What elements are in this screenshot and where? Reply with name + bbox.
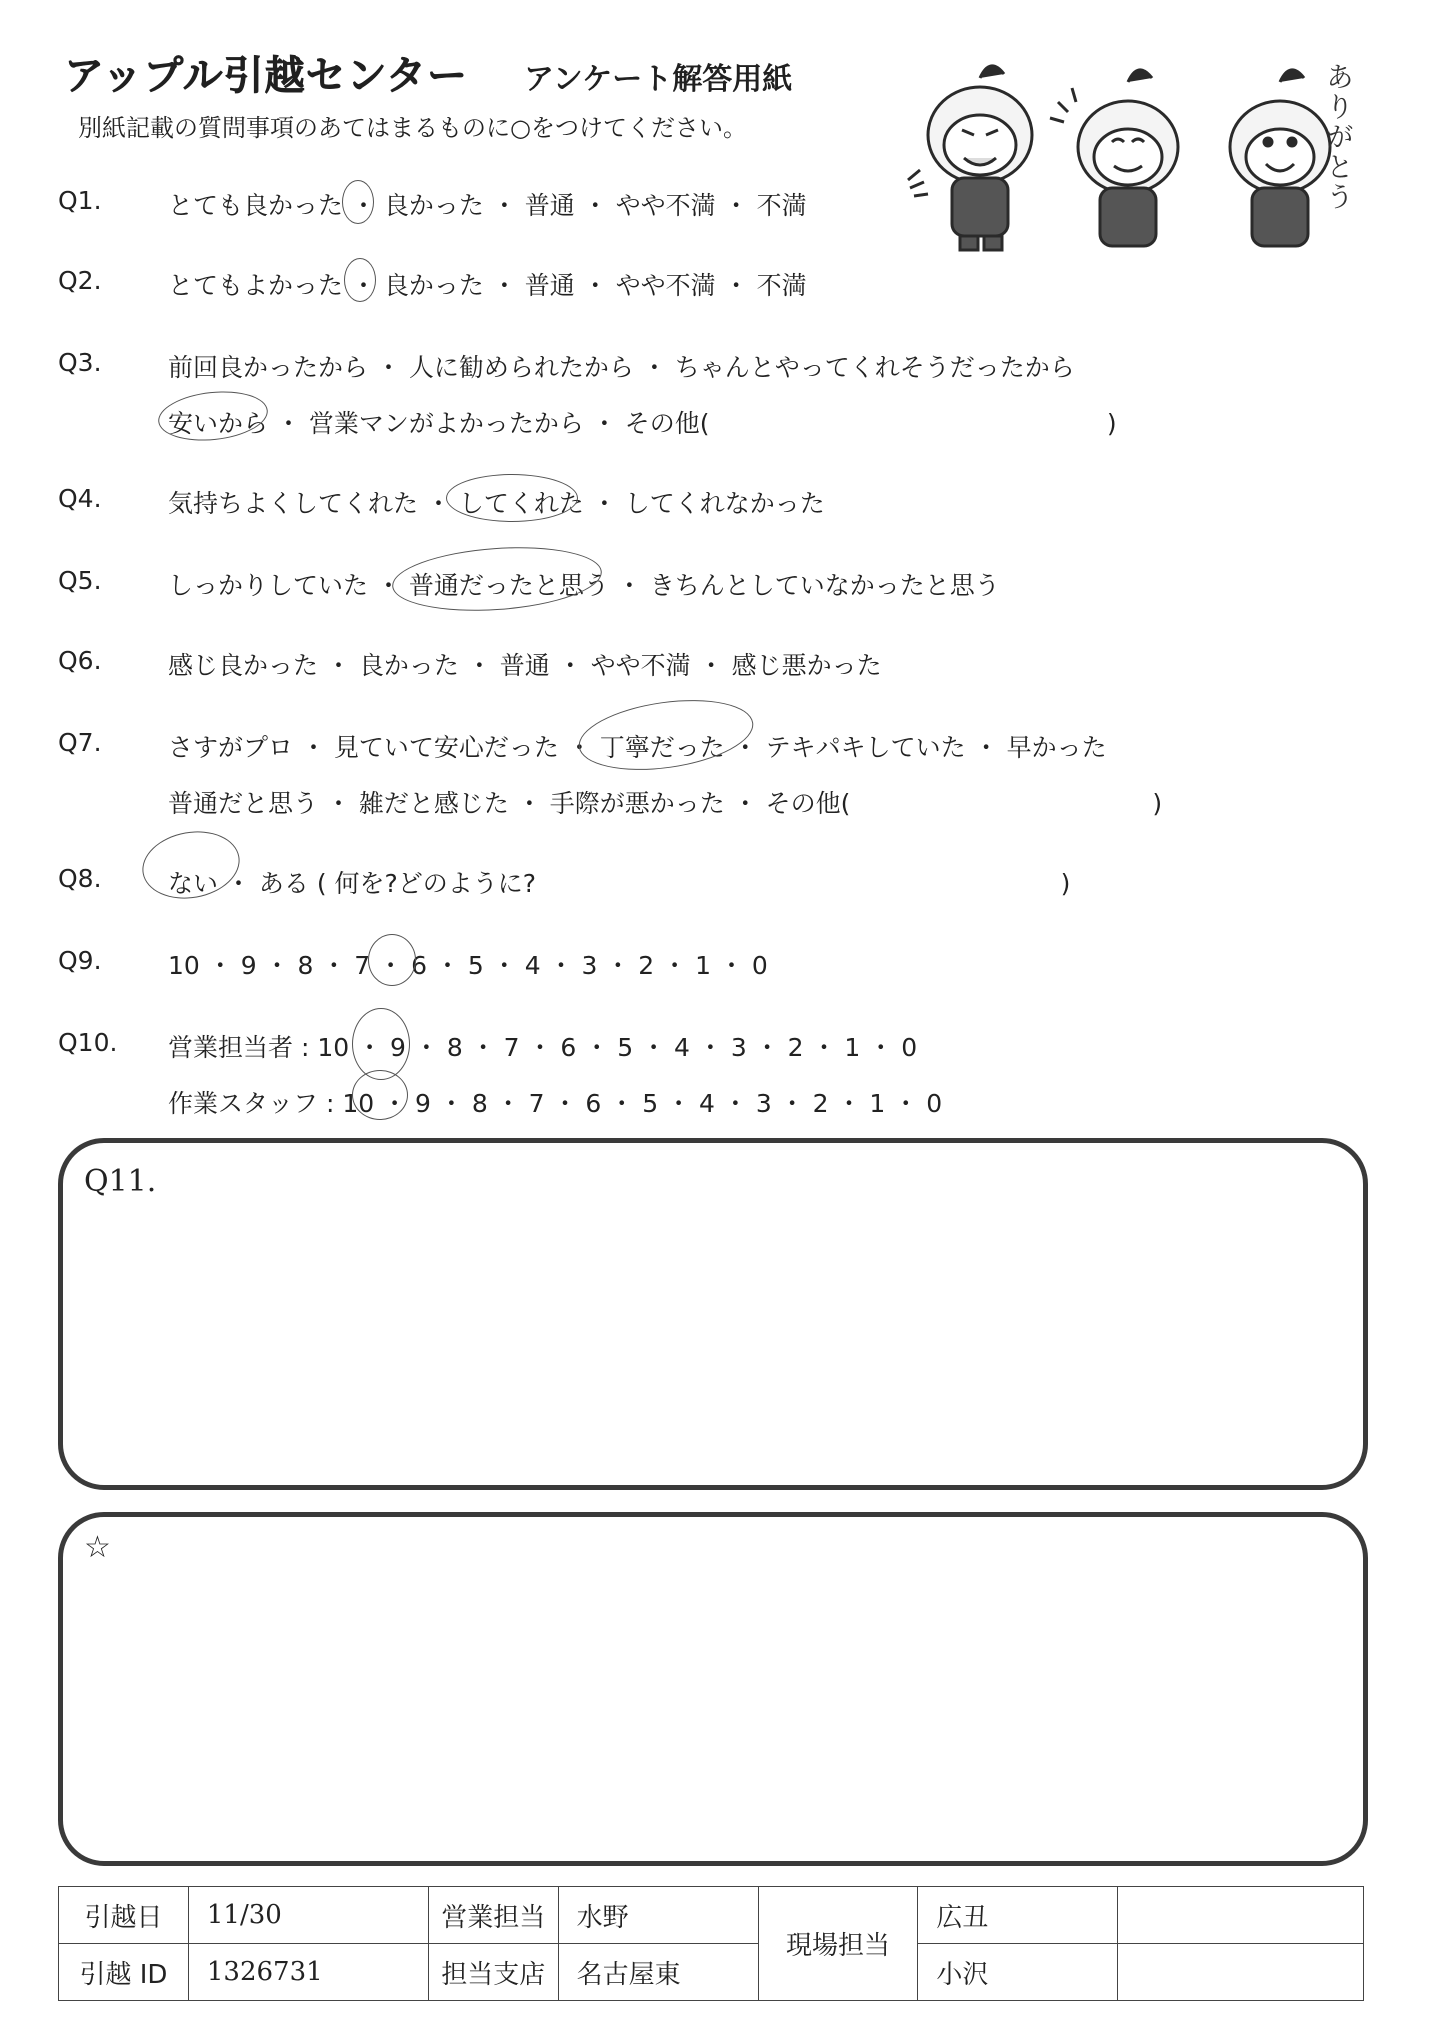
q2-options: とてもよかった ・ 良かった ・ 普通 ・ やや不満 ・ 不満	[168, 271, 807, 300]
q1-label: Q1.	[58, 186, 102, 215]
q5-options: しっかりしていた ・ 普通だったと思う ・ きちんとしていなかったと思う	[168, 571, 1000, 600]
site-staff-value-2: 小沢	[918, 1944, 1118, 2001]
answer-circle-q9	[368, 934, 416, 986]
q11-label: Q11.	[84, 1164, 157, 1199]
star-label: ☆	[84, 1530, 111, 1565]
thanks-text: ありがとう	[1322, 62, 1355, 212]
q4-label: Q4.	[58, 484, 102, 513]
q9-options: 10 ・ 9 ・ 8 ・ 7 ・ 6 ・ 5 ・ 4 ・ 3 ・ 2 ・ 1 ・ 0	[168, 951, 768, 980]
sales-rep-label: 営業担当	[428, 1887, 558, 1944]
answer-circle-q1	[342, 180, 374, 224]
q10-sales-options: 営業担当者 : 10 ・ 9 ・ 8 ・ 7 ・ 6 ・ 5 ・ 4 ・ 3 ・ 2 ・ 1 ・ 0	[168, 1033, 918, 1062]
site-staff-label: 現場担当	[758, 1887, 918, 2001]
q10-label: Q10.	[58, 1028, 118, 1057]
q4-options: 気持ちよくしてくれた ・ してくれた ・ してくれなかった	[168, 489, 825, 518]
q1-options: とても良かった ・ 良かった ・ 普通 ・ やや不満 ・ 不満	[168, 191, 807, 220]
move-date-value: 11/30	[188, 1887, 428, 1944]
answer-circle-q4	[446, 474, 578, 522]
q8-label: Q8.	[58, 864, 102, 893]
q6-options: 感じ良かった ・ 良かった ・ 普通 ・ やや不満 ・ 感じ悪かった	[168, 651, 882, 680]
star-box	[58, 1512, 1368, 1866]
q8-options: ない ・ ある ( 何を?どのように? )	[168, 869, 1071, 898]
branch-value: 名古屋東	[558, 1944, 758, 2001]
move-id-label: 引越 ID	[59, 1944, 189, 2001]
site-staff-value-1: 広丑	[918, 1887, 1118, 1944]
q7-options-line1: さすがプロ ・ 見ていて安心だった ・ 丁寧だった ・ テキパキしていた ・ 早かった	[168, 733, 1107, 762]
answer-circle-q5	[390, 541, 604, 617]
branch-label: 担当支店	[428, 1944, 558, 2001]
q3-options-line2: 安いから ・ 営業マンがよかったから ・ その他( )	[168, 409, 1117, 438]
page-subtitle: アンケート解答用紙	[524, 62, 793, 97]
q7-options-line2: 普通だと思う ・ 雑だと感じた ・ 手際が悪かった ・ その他( )	[168, 789, 1163, 818]
q9-label: Q9.	[58, 946, 102, 975]
q3-options-line1: 前回良かったから ・ 人に勧められたから ・ ちゃんとやってくれそうだったから	[168, 353, 1075, 382]
q6-label: Q6.	[58, 646, 102, 675]
empty-cell-top	[1118, 1887, 1364, 1944]
instruction-text: 別紙記載の質問事項のあてはまるものに○をつけてください。	[78, 114, 747, 142]
answer-circle-q10-staff	[352, 1070, 408, 1120]
answer-circle-q2	[344, 258, 376, 302]
empty-cell-bottom	[1118, 1944, 1364, 2001]
answer-circle-q7	[574, 690, 757, 780]
move-date-label: 引越日	[59, 1887, 189, 1944]
info-table	[58, 1886, 1364, 2001]
q2-label: Q2.	[58, 266, 102, 295]
move-id-value: 1326731	[188, 1944, 428, 2001]
q10-staff-options: 作業スタッフ : 10 ・ 9 ・ 8 ・ 7 ・ 6 ・ 5 ・ 4 ・ 3 ・ 2 ・ 1 ・ 0	[168, 1089, 943, 1118]
q7-label: Q7.	[58, 728, 102, 757]
sales-rep-value: 水野	[558, 1887, 758, 1944]
q11-box	[58, 1138, 1368, 1490]
q3-label: Q3.	[58, 348, 102, 377]
mascot-illustration	[890, 50, 1350, 260]
q5-label: Q5.	[58, 566, 102, 595]
page-title: アップル引越センター	[64, 53, 468, 99]
